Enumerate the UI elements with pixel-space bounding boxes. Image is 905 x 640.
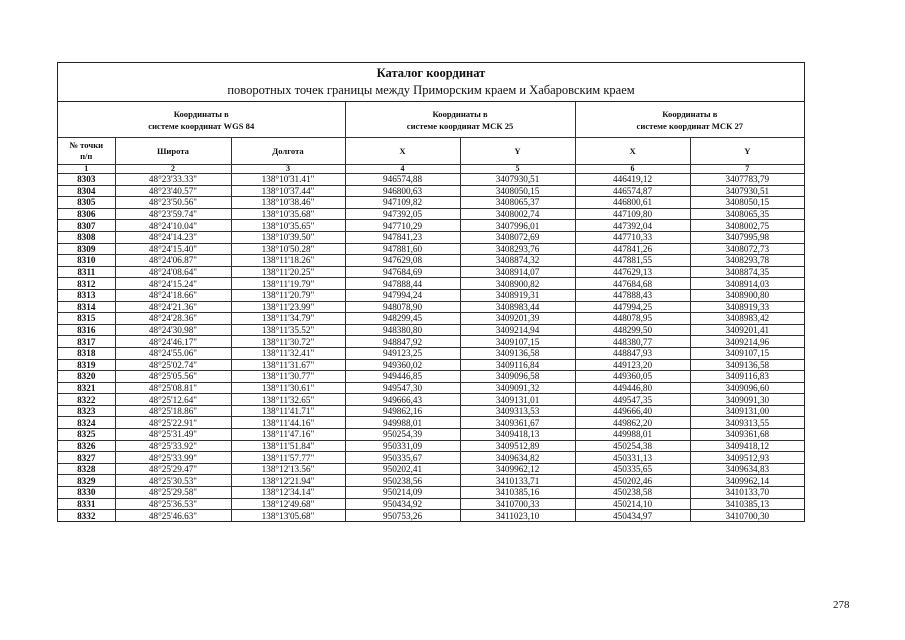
cell-y-msk27: 3408874,35: [690, 266, 804, 278]
cell-latitude: 48°25'33.92": [115, 440, 231, 452]
cell-y-msk25: 3408874,32: [460, 255, 575, 267]
cell-y-msk27: 3409418,12: [690, 440, 804, 452]
header-msk27-label: Координаты в системе координат МСК 27: [636, 108, 744, 131]
cell-point-number: 8330: [58, 487, 115, 499]
col-longitude: Долгота: [231, 138, 345, 165]
cell-x-msk25: 950434,92: [345, 498, 460, 510]
cell-x-msk25: 947392,05: [345, 208, 460, 220]
cell-y-msk27: 3408914,03: [690, 278, 804, 290]
cell-longitude: 138°11'20.25": [231, 266, 345, 278]
cell-x-msk27: 449666,40: [575, 405, 690, 417]
cell-y-msk25: 3409091,32: [460, 382, 575, 394]
cell-y-msk27: 3409131,00: [690, 405, 804, 417]
cell-point-number: 8312: [58, 278, 115, 290]
column-number: 4: [345, 165, 460, 174]
cell-x-msk27: 447994,25: [575, 301, 690, 313]
cell-latitude: 48°24'08.64": [115, 266, 231, 278]
cell-longitude: 138°11'23.99": [231, 301, 345, 313]
cell-y-msk25: 3408983,44: [460, 301, 575, 313]
cell-y-msk25: 3408914,07: [460, 266, 575, 278]
cell-x-msk25: 947710,29: [345, 220, 460, 232]
cell-y-msk25: 3408050,15: [460, 185, 575, 197]
table-row: [58, 324, 804, 336]
table-row: [58, 498, 804, 510]
cell-y-msk27: 3410385,13: [690, 498, 804, 510]
cell-x-msk25: 949988,01: [345, 417, 460, 429]
cell-x-msk25: 950254,39: [345, 429, 460, 441]
cell-latitude: 48°25'30.53": [115, 475, 231, 487]
cell-x-msk27: 447109,80: [575, 208, 690, 220]
cell-longitude: 138°10'31.41": [231, 174, 345, 186]
cell-y-msk25: 3409313,53: [460, 405, 575, 417]
cell-longitude: 138°11'30.72": [231, 336, 345, 348]
cell-x-msk27: 446574,87: [575, 185, 690, 197]
cell-x-msk27: 447629,13: [575, 266, 690, 278]
cell-y-msk27: 3408065,35: [690, 208, 804, 220]
table-row: [58, 417, 804, 429]
header-msk25: [345, 102, 575, 138]
cell-x-msk25: 947994,24: [345, 289, 460, 301]
cell-x-msk25: 947888,44: [345, 278, 460, 290]
catalog-subtitle: поворотных точек границы между Приморским краем и Хабаровским краем: [227, 83, 635, 97]
cell-y-msk25: 3408065,37: [460, 197, 575, 209]
cell-x-msk25: 950335,67: [345, 452, 460, 464]
cell-latitude: 48°23'40.57": [115, 185, 231, 197]
cell-point-number: 8324: [58, 417, 115, 429]
cell-point-number: 8310: [58, 255, 115, 267]
cell-x-msk27: 449360,05: [575, 371, 690, 383]
cell-x-msk25: 947109,82: [345, 197, 460, 209]
cell-y-msk25: 3409214,94: [460, 324, 575, 336]
cell-x-msk27: 450202,46: [575, 475, 690, 487]
col-y-msk25: Y: [460, 138, 575, 165]
cell-x-msk27: 450335,65: [575, 463, 690, 475]
cell-y-msk27: 3409214,96: [690, 336, 804, 348]
cell-y-msk25: 3409418,13: [460, 429, 575, 441]
cell-x-msk25: 946574,88: [345, 174, 460, 186]
cell-y-msk27: 3409361,68: [690, 429, 804, 441]
cell-y-msk27: 3409136,58: [690, 359, 804, 371]
cell-y-msk25: 3409361,67: [460, 417, 575, 429]
header-wgs84: [58, 102, 345, 138]
cell-y-msk27: 3409107,15: [690, 347, 804, 359]
cell-longitude: 138°10'50.28": [231, 243, 345, 255]
cell-x-msk25: 948380,80: [345, 324, 460, 336]
cell-latitude: 48°25'36.53": [115, 498, 231, 510]
cell-longitude: 138°11'47.16": [231, 429, 345, 441]
header-msk27: [575, 102, 804, 138]
cell-latitude: 48°24'06.87": [115, 255, 231, 267]
table-row: [58, 394, 804, 406]
cell-x-msk25: 947629,08: [345, 255, 460, 267]
cell-y-msk25: 3409136,58: [460, 347, 575, 359]
column-number: 3: [231, 165, 345, 174]
cell-y-msk25: 3410133,71: [460, 475, 575, 487]
cell-point-number: 8327: [58, 452, 115, 464]
table-row: [58, 301, 804, 313]
cell-latitude: 48°25'02.74": [115, 359, 231, 371]
cell-y-msk25: 3408002,74: [460, 208, 575, 220]
cell-y-msk25: 3409096,58: [460, 371, 575, 383]
cell-x-msk27: 450254,38: [575, 440, 690, 452]
cell-x-msk27: 447881,55: [575, 255, 690, 267]
cell-latitude: 48°25'46.63": [115, 510, 231, 521]
cell-latitude: 48°23'59.74": [115, 208, 231, 220]
cell-y-msk27: 3408900,80: [690, 289, 804, 301]
cell-longitude: 138°11'18.26": [231, 255, 345, 267]
table-row: [58, 359, 804, 371]
cell-y-msk25: 3410700,33: [460, 498, 575, 510]
cell-y-msk27: 3409116,83: [690, 371, 804, 383]
table-row: [58, 266, 804, 278]
cell-x-msk25: 947881,60: [345, 243, 460, 255]
cell-latitude: 48°23'33.33": [115, 174, 231, 186]
header-msk25-label: Координаты в системе координат МСК 25: [406, 108, 514, 131]
cell-x-msk27: 450238,58: [575, 487, 690, 499]
cell-point-number: 8326: [58, 440, 115, 452]
cell-point-number: 8325: [58, 429, 115, 441]
column-number-row: [58, 165, 804, 174]
table-row: [58, 475, 804, 487]
cell-point-number: 8304: [58, 185, 115, 197]
column-number: 6: [575, 165, 690, 174]
cell-longitude: 138°11'32.65": [231, 394, 345, 406]
cell-latitude: 48°25'05.56": [115, 371, 231, 383]
catalog-title: Каталог координат: [376, 66, 486, 80]
cell-longitude: 138°11'51.84": [231, 440, 345, 452]
cell-latitude: 48°23'50.56": [115, 197, 231, 209]
cell-y-msk25: 3408072,69: [460, 231, 575, 243]
table-row: [58, 371, 804, 383]
cell-y-msk27: 3408050,15: [690, 197, 804, 209]
cell-latitude: 48°25'22.91": [115, 417, 231, 429]
coordinates-table-body: [58, 174, 804, 521]
cell-latitude: 48°24'14.23": [115, 231, 231, 243]
cell-point-number: 8315: [58, 313, 115, 325]
cell-y-msk27: 3407995,98: [690, 231, 804, 243]
cell-point-number: 8322: [58, 394, 115, 406]
cell-point-number: 8319: [58, 359, 115, 371]
cell-y-msk25: 3409131,01: [460, 394, 575, 406]
cell-x-msk25: 949547,30: [345, 382, 460, 394]
table-row: [58, 197, 804, 209]
cell-y-msk27: 3408983,42: [690, 313, 804, 325]
cell-y-msk25: 3411023,10: [460, 510, 575, 521]
cell-latitude: 48°25'31.49": [115, 429, 231, 441]
cell-x-msk25: 950238,56: [345, 475, 460, 487]
cell-x-msk25: 948078,90: [345, 301, 460, 313]
cell-y-msk27: 3408293,78: [690, 255, 804, 267]
cell-y-msk27: 3409313,55: [690, 417, 804, 429]
cell-point-number: 8311: [58, 266, 115, 278]
cell-latitude: 48°25'33.99": [115, 452, 231, 464]
cell-point-number: 8316: [58, 324, 115, 336]
cell-x-msk25: 948847,92: [345, 336, 460, 348]
cell-x-msk25: 946800,63: [345, 185, 460, 197]
cell-x-msk27: 447392,04: [575, 220, 690, 232]
cell-longitude: 138°10'35.68": [231, 208, 345, 220]
cell-point-number: 8318: [58, 347, 115, 359]
table-row: [58, 313, 804, 325]
cell-y-msk25: 3408900,82: [460, 278, 575, 290]
cell-longitude: 138°11'57.77": [231, 452, 345, 464]
cell-y-msk27: 3409634,83: [690, 463, 804, 475]
cell-x-msk27: 450214,10: [575, 498, 690, 510]
cell-longitude: 138°11'30.77": [231, 371, 345, 383]
cell-x-msk25: 949666,43: [345, 394, 460, 406]
cell-latitude: 48°25'29.47": [115, 463, 231, 475]
cell-x-msk27: 449547,35: [575, 394, 690, 406]
page-number: 278: [833, 599, 850, 611]
table-row: [58, 440, 804, 452]
column-number: 1: [58, 165, 115, 174]
cell-latitude: 48°24'15.40": [115, 243, 231, 255]
cell-y-msk25: 3409512,89: [460, 440, 575, 452]
table-row: [58, 231, 804, 243]
cell-longitude: 138°11'31.67": [231, 359, 345, 371]
cell-y-msk25: 3410385,16: [460, 487, 575, 499]
cell-x-msk27: 448847,93: [575, 347, 690, 359]
table-row: [58, 220, 804, 232]
cell-y-msk27: 3410700,30: [690, 510, 804, 521]
cell-longitude: 138°12'13.56": [231, 463, 345, 475]
cell-x-msk27: 449862,20: [575, 417, 690, 429]
table-row: [58, 452, 804, 464]
table-row: [58, 255, 804, 267]
cell-y-msk25: 3407996,01: [460, 220, 575, 232]
cell-point-number: 8303: [58, 174, 115, 186]
cell-y-msk27: 3409512,93: [690, 452, 804, 464]
cell-x-msk27: 448380,77: [575, 336, 690, 348]
cell-point-number: 8317: [58, 336, 115, 348]
table-row: [58, 278, 804, 290]
cell-x-msk27: 449988,01: [575, 429, 690, 441]
cell-point-number: 8306: [58, 208, 115, 220]
cell-x-msk27: 447684,68: [575, 278, 690, 290]
cell-longitude: 138°12'21.94": [231, 475, 345, 487]
cell-longitude: 138°11'32.41": [231, 347, 345, 359]
cell-y-msk27: 3409091,30: [690, 394, 804, 406]
cell-point-number: 8307: [58, 220, 115, 232]
table-row: [58, 382, 804, 394]
cell-latitude: 48°25'12.64": [115, 394, 231, 406]
header-wgs84-label: Координаты в системе координат WGS 84: [148, 108, 255, 131]
col-latitude: Широта: [115, 138, 231, 165]
cell-y-msk27: 3407783,79: [690, 174, 804, 186]
cell-x-msk25: 947684,69: [345, 266, 460, 278]
cell-point-number: 8320: [58, 371, 115, 383]
cell-point-number: 8321: [58, 382, 115, 394]
cell-y-msk25: 3408919,31: [460, 289, 575, 301]
cell-y-msk25: 3409962,12: [460, 463, 575, 475]
cell-x-msk25: 950331,09: [345, 440, 460, 452]
col-x-msk25: X: [345, 138, 460, 165]
cell-point-number: 8309: [58, 243, 115, 255]
cell-longitude: 138°10'38.46": [231, 197, 345, 209]
column-number: 2: [115, 165, 231, 174]
cell-x-msk25: 949862,16: [345, 405, 460, 417]
cell-x-msk27: 448299,50: [575, 324, 690, 336]
cell-y-msk25: 3408293,76: [460, 243, 575, 255]
cell-y-msk27: 3409201,41: [690, 324, 804, 336]
cell-y-msk25: 3407930,51: [460, 174, 575, 186]
cell-longitude: 138°11'44.16": [231, 417, 345, 429]
cell-point-number: 8305: [58, 197, 115, 209]
cell-longitude: 138°11'34.79": [231, 313, 345, 325]
cell-latitude: 48°24'18.66": [115, 289, 231, 301]
cell-latitude: 48°24'55.06": [115, 347, 231, 359]
table-row: [58, 405, 804, 417]
col-y-msk27: Y: [690, 138, 804, 165]
cell-x-msk25: 947841,23: [345, 231, 460, 243]
cell-point-number: 8332: [58, 510, 115, 521]
column-number: 7: [690, 165, 804, 174]
coordinate-catalog: [57, 62, 805, 522]
table-row: [58, 429, 804, 441]
cell-y-msk27: 3408919,33: [690, 301, 804, 313]
cell-x-msk25: 950202,41: [345, 463, 460, 475]
cell-latitude: 48°24'30.98": [115, 324, 231, 336]
cell-y-msk27: 3407930,51: [690, 185, 804, 197]
cell-x-msk25: 949123,25: [345, 347, 460, 359]
table-row: [58, 336, 804, 348]
cell-y-msk27: 3408002,75: [690, 220, 804, 232]
cell-longitude: 138°11'20.79": [231, 289, 345, 301]
table-row: [58, 208, 804, 220]
cell-point-number: 8314: [58, 301, 115, 313]
cell-y-msk27: 3409096,60: [690, 382, 804, 394]
cell-latitude: 48°25'29.58": [115, 487, 231, 499]
cell-point-number: 8328: [58, 463, 115, 475]
table-row: [58, 289, 804, 301]
cell-x-msk27: 447841,26: [575, 243, 690, 255]
cell-y-msk25: 3409634,82: [460, 452, 575, 464]
cell-x-msk25: 949360,02: [345, 359, 460, 371]
cell-longitude: 138°13'05.68": [231, 510, 345, 521]
table-row: [58, 510, 804, 521]
cell-point-number: 8331: [58, 498, 115, 510]
cell-y-msk25: 3409116,84: [460, 359, 575, 371]
coordinates-table: [58, 102, 804, 521]
cell-longitude: 138°11'30.61": [231, 382, 345, 394]
cell-y-msk25: 3409201,39: [460, 313, 575, 325]
cell-x-msk27: 446419,12: [575, 174, 690, 186]
cell-latitude: 48°24'46.17": [115, 336, 231, 348]
cell-x-msk27: 450434,97: [575, 510, 690, 521]
cell-y-msk27: 3408072,73: [690, 243, 804, 255]
table-row: [58, 487, 804, 499]
cell-latitude: 48°24'21.36": [115, 301, 231, 313]
cell-point-number: 8313: [58, 289, 115, 301]
cell-latitude: 48°24'10.04": [115, 220, 231, 232]
cell-longitude: 138°12'34.14": [231, 487, 345, 499]
table-row: [58, 185, 804, 197]
col-x-msk27: X: [575, 138, 690, 165]
table-row: [58, 347, 804, 359]
cell-point-number: 8323: [58, 405, 115, 417]
cell-x-msk25: 949446,85: [345, 371, 460, 383]
col-point-number-label: № точки п/п: [69, 140, 104, 161]
cell-point-number: 8308: [58, 231, 115, 243]
cell-x-msk27: 449446,80: [575, 382, 690, 394]
cell-x-msk27: 448078,95: [575, 313, 690, 325]
cell-longitude: 138°11'41.71": [231, 405, 345, 417]
cell-x-msk27: 450331,13: [575, 452, 690, 464]
cell-longitude: 138°10'39.50": [231, 231, 345, 243]
cell-longitude: 138°11'19.79": [231, 278, 345, 290]
catalog-title-block: [58, 63, 804, 102]
cell-latitude: 48°25'08.81": [115, 382, 231, 394]
table-row: [58, 463, 804, 475]
cell-x-msk27: 449123,20: [575, 359, 690, 371]
table-row: [58, 174, 804, 186]
cell-y-msk25: 3409107,15: [460, 336, 575, 348]
cell-longitude: 138°12'49.68": [231, 498, 345, 510]
cell-latitude: 48°25'18.86": [115, 405, 231, 417]
cell-point-number: 8329: [58, 475, 115, 487]
cell-y-msk27: 3410133,70: [690, 487, 804, 499]
cell-y-msk27: 3409962,14: [690, 475, 804, 487]
cell-x-msk25: 950214,09: [345, 487, 460, 499]
cell-latitude: 48°24'15.24": [115, 278, 231, 290]
cell-x-msk27: 447888,43: [575, 289, 690, 301]
cell-longitude: 138°10'37.44": [231, 185, 345, 197]
cell-latitude: 48°24'28.36": [115, 313, 231, 325]
col-point-number: [58, 138, 115, 165]
cell-longitude: 138°11'35.52": [231, 324, 345, 336]
cell-x-msk25: 950753,26: [345, 510, 460, 521]
cell-x-msk25: 948299,45: [345, 313, 460, 325]
table-row: [58, 243, 804, 255]
cell-longitude: 138°10'35.65": [231, 220, 345, 232]
cell-x-msk27: 447710,33: [575, 231, 690, 243]
cell-x-msk27: 446800,61: [575, 197, 690, 209]
column-number: 5: [460, 165, 575, 174]
